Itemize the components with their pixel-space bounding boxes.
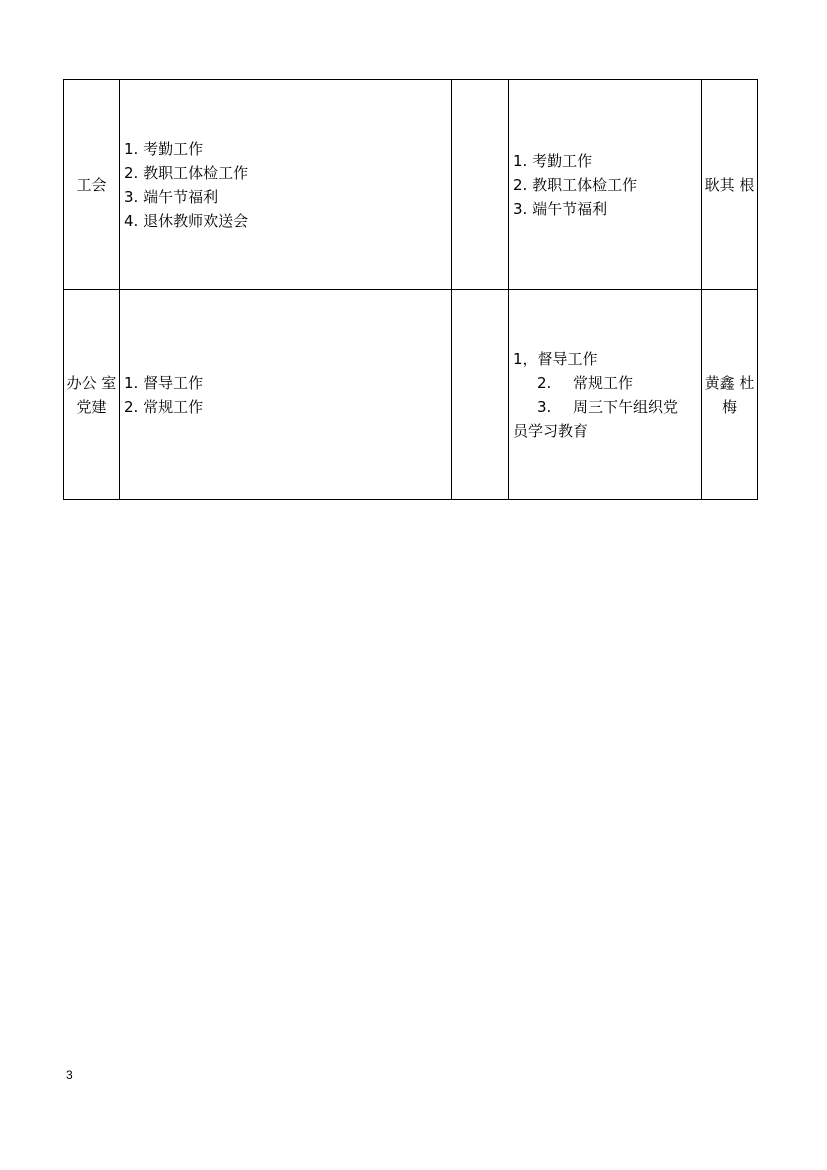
plan-item: 4. 退休教师欢送会 bbox=[124, 211, 249, 230]
plan-item: 2. 教职工体检工作 bbox=[124, 163, 249, 182]
completed-item: 2. 教职工体检工作 bbox=[513, 175, 638, 194]
department-cell bbox=[64, 290, 120, 500]
empty-cell bbox=[452, 290, 509, 500]
item-text: 周三下午组织党 bbox=[573, 397, 679, 416]
completed-item: 1. 考勤工作 bbox=[513, 151, 593, 170]
responsible-person-cell bbox=[702, 290, 758, 500]
person-name-line: 根 bbox=[739, 175, 755, 194]
completed-item-continuation: 员学习教育 bbox=[513, 421, 589, 440]
plan-cell bbox=[120, 80, 452, 290]
plan-cell bbox=[120, 290, 452, 500]
plan-item: 1. 督导工作 bbox=[124, 373, 204, 392]
table-row-office bbox=[64, 290, 758, 500]
department-name-line: 室 bbox=[101, 373, 117, 392]
work-plan-table bbox=[63, 79, 758, 500]
department-name: 工会 bbox=[76, 175, 107, 194]
item-number: 3. bbox=[537, 397, 552, 416]
empty-cell bbox=[452, 80, 509, 290]
plan-item: 2. 常规工作 bbox=[124, 397, 204, 416]
responsible-person-cell bbox=[702, 80, 758, 290]
department-name-line: 办公 bbox=[66, 373, 97, 392]
department-cell bbox=[64, 80, 120, 290]
person-name-line: 黄鑫 bbox=[704, 373, 735, 392]
completed-cell bbox=[509, 80, 702, 290]
completed-item bbox=[513, 395, 701, 419]
completed-item bbox=[513, 371, 701, 395]
person-name-line: 杜梅 bbox=[721, 373, 755, 416]
item-number: 2. bbox=[537, 373, 552, 392]
completed-item: 3. 端午节福利 bbox=[513, 199, 608, 218]
table-row-union bbox=[64, 80, 758, 290]
department-name-line: 党建 bbox=[76, 397, 107, 416]
item-text: 常规工作 bbox=[573, 373, 634, 392]
plan-item: 3. 端午节福利 bbox=[124, 187, 219, 206]
person-name-line: 耿其 bbox=[704, 175, 735, 194]
completed-cell bbox=[509, 290, 702, 500]
plan-item: 1. 考勤工作 bbox=[124, 139, 204, 158]
completed-item: 1，督导工作 bbox=[513, 349, 598, 368]
page-number: 3 bbox=[66, 1068, 73, 1082]
